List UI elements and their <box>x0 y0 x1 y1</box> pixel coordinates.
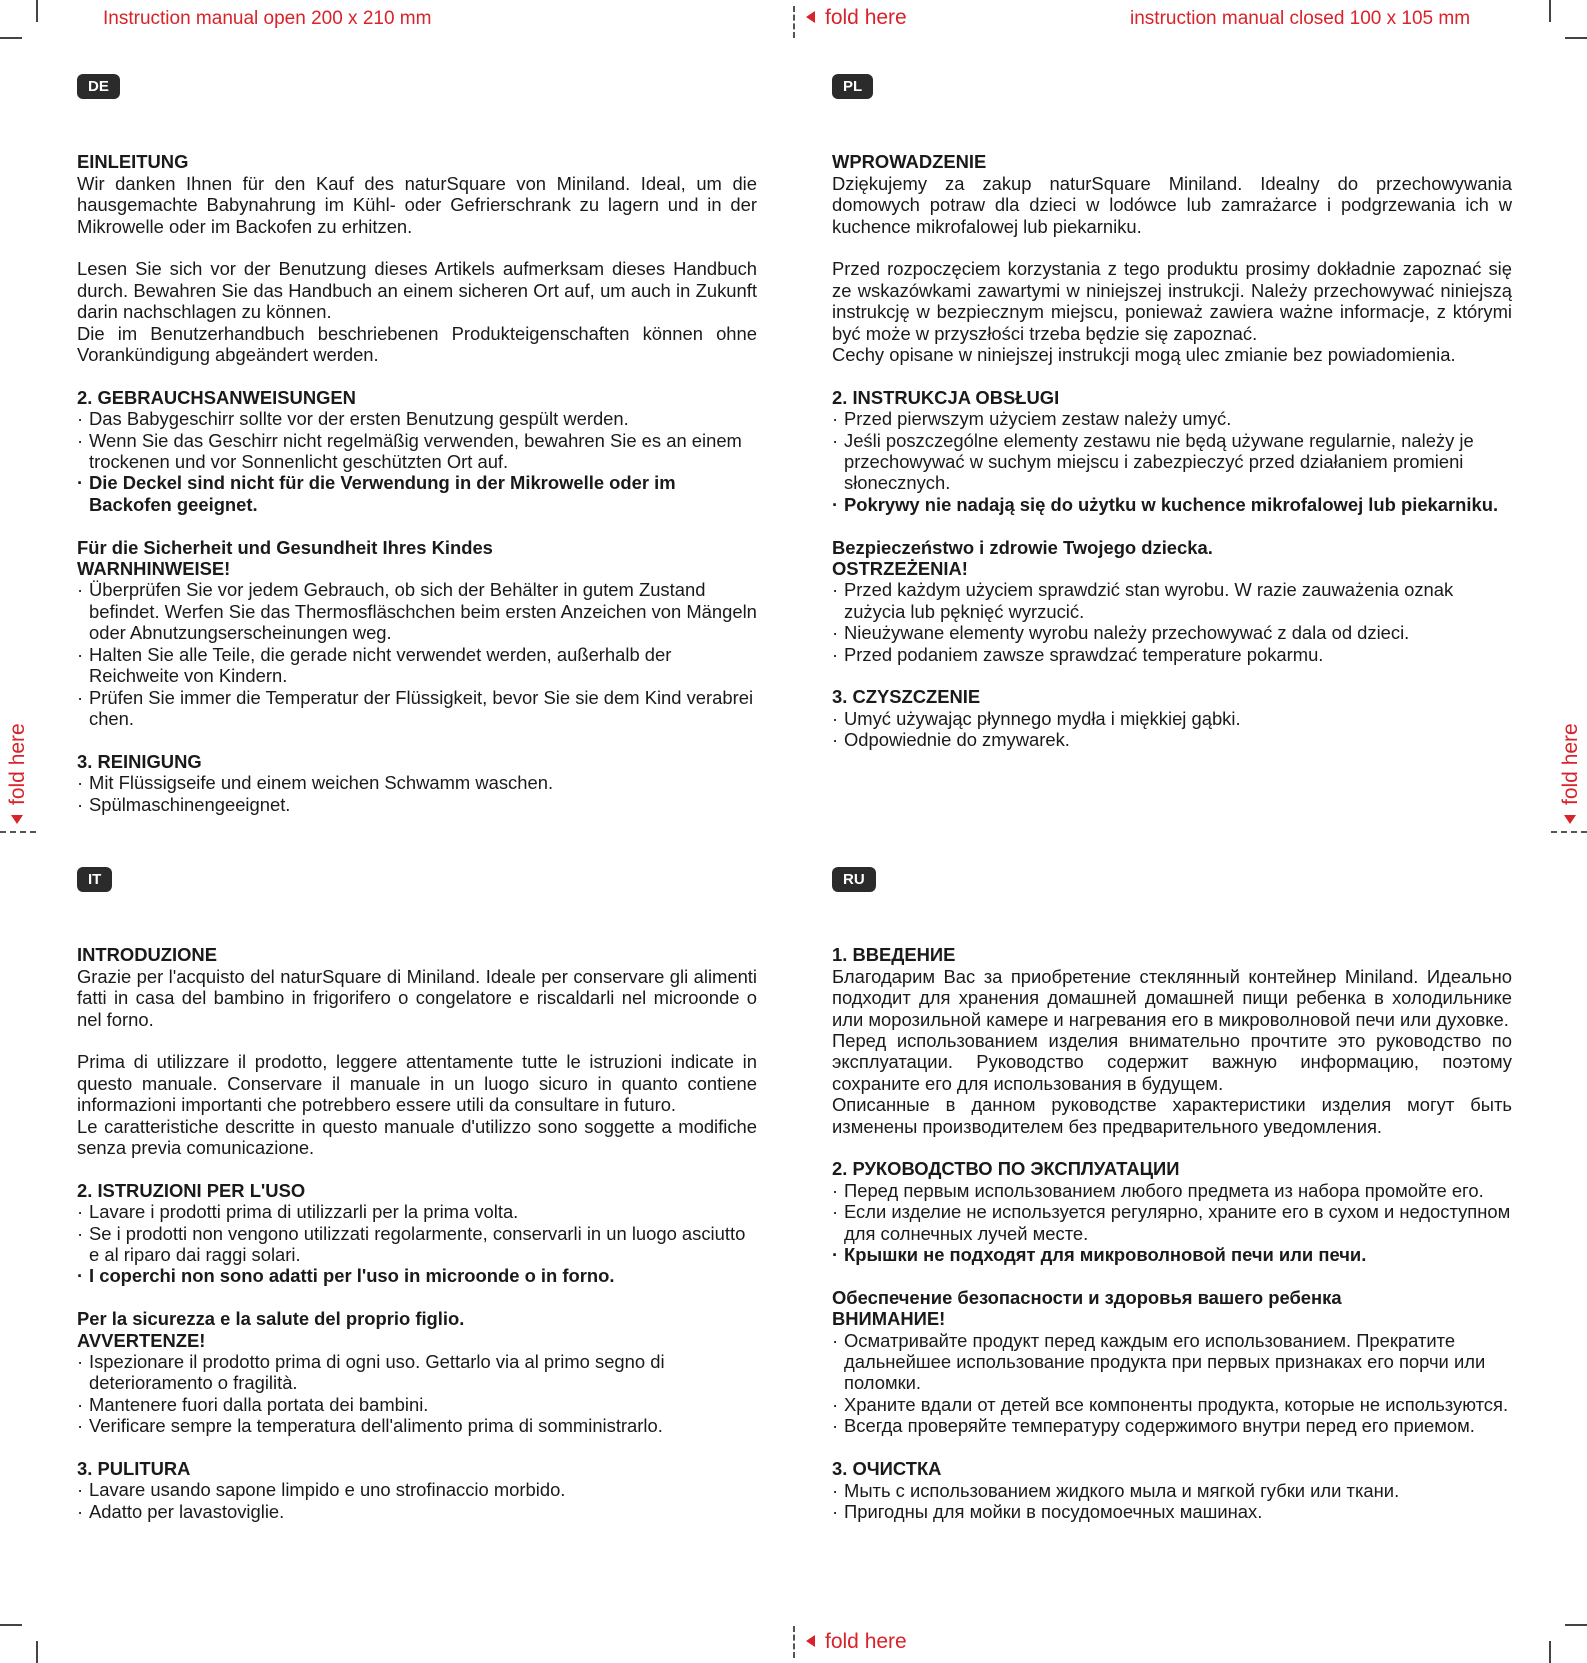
list-item: · Всегда проверяйте температуру содержимого внутри перед его приемом. <box>832 1415 1512 1436</box>
cleaning-heading: 3. REINIGUNG <box>77 750 202 772</box>
language-badge: PL <box>832 74 873 99</box>
intro-paragraph: Dziękujemy za zakup naturSquare Miniland. Idealny do przechowywania domowych potraw dla dzieci w lodówce lub zamrażarce i podgrzewania ich w kuchence mikrofalowej lub piekarniku. <box>832 172 1512 237</box>
list-item: · Überprüfen Sie vor jedem Gebrauch, ob sich der Behälter in gutem Zustand befindet. Werfen Sie das Thermosfläschchen beim ersten Anzeichen von Mängeln oder Abnutzungserscheinungen weg. <box>77 579 757 643</box>
arrow-left-icon <box>11 815 23 824</box>
intro-paragraph: Благодарим Вас за приобретение стеклянный контейнер Miniland. Идеально подходит для хранения домашней домашней пищи ребенка в холодильнике или морозильной камере и нагревания его в микроволновой печи или духовке. <box>832 965 1512 1030</box>
list-item: · Spülmaschinengeeignet. <box>77 794 757 815</box>
usage-list <box>77 1201 757 1287</box>
intro-paragraph: Die im Benutzerhandbuch beschriebenen Produkteigenschaften können ohne Vorankündigung abgeändert werden. <box>77 322 757 366</box>
intro-paragraph: Le caratteristiche descritte in questo manuale d'utilizzo sono soggette a modifiche senza previa comunicazione. <box>77 1115 757 1159</box>
section-de <box>77 74 757 815</box>
intro-heading: WPROWADZENIE <box>832 151 987 173</box>
crop-mark <box>1549 0 1551 22</box>
arrow-left-icon <box>806 11 815 23</box>
intro-paragraph: Grazie per l'acquisto del naturSquare di Miniland. Ideale per conservare gli alimenti fatti in casa del bambino in frigorifero o congelatore e riscaldarli nel microonde o nel forno. <box>77 965 757 1030</box>
section-pl <box>832 74 1512 751</box>
warning-list <box>832 1330 1512 1437</box>
intro-paragraph: Cechy opisane w niniejszej instrukcji mogą ulec zmianie bez powiadomienia. <box>832 344 1456 366</box>
cleaning-list <box>832 708 1512 751</box>
usage-heading: 2. INSTRUKCJA OBSŁUGI <box>832 386 1060 408</box>
cleaning-list <box>77 772 757 815</box>
usage-list <box>77 408 757 515</box>
safety-heading: Per la sicurezza e la salute del proprio figlio. <box>77 1308 465 1330</box>
fold-line <box>793 1626 795 1658</box>
usage-list <box>832 1180 1512 1266</box>
list-item: · Осматривайте продукт перед каждым его использованием. Прекратите дальнейшее использование продукта при первых признаках его порчи или поломки. <box>832 1330 1512 1394</box>
usage-heading: 2. GEBRAUCHSANWEISUNGEN <box>77 386 356 408</box>
warning-list <box>77 1351 757 1437</box>
fold-line <box>0 831 36 833</box>
arrow-left-icon <box>806 1635 815 1647</box>
safety-heading: Обеспечение безопасности и здоровья вашего ребенка <box>832 1286 1342 1308</box>
cleaning-heading: 3. PULITURA <box>77 1458 191 1480</box>
fold-here-top: fold here <box>806 6 907 30</box>
list-item: · Przed pierwszym użyciem zestaw należy umyć. <box>832 408 1512 429</box>
intro-paragraph: Описанные в данном руководстве характеристики изделия могут быть изменены производителем без предварительного уведомления. <box>832 1094 1512 1137</box>
warning-heading: WARNHINWEISE! <box>77 558 231 580</box>
list-item: · Adatto per lavastoviglie. <box>77 1501 757 1522</box>
closed-size-label: instruction manual closed 100 x 105 mm <box>1130 8 1471 29</box>
list-item: · Перед первым использованием любого предмета из набора промойте его. <box>832 1180 1512 1201</box>
section-it <box>77 867 757 1522</box>
section-ru <box>832 867 1512 1522</box>
list-item: · Das Babygeschirr sollte vor der ersten Benutzung gespült werden. <box>77 408 757 429</box>
warning-heading: AVVERTENZE! <box>77 1329 206 1351</box>
fold-line <box>1551 831 1587 833</box>
fold-here-bottom: fold here <box>806 1630 907 1654</box>
list-item: · Mit Flüssigseife und einem weichen Schwamm waschen. <box>77 772 757 793</box>
list-item: · Verificare sempre la temperatura dell'alimento prima di somministrarlo. <box>77 1415 757 1436</box>
open-size-label: Instruction manual open 200 x 210 mm <box>103 8 432 29</box>
intro-paragraph: Lesen Sie sich vor der Benutzung dieses Artikels aufmerksam dieses Handbuch durch. Bewahren Sie das Handbuch an einem sicheren Ort auf, um auch in Zukunft darin nachschlagen zu können. <box>77 258 757 323</box>
cleaning-heading: 3. CZYSZCZENIE <box>832 686 981 708</box>
language-badge: DE <box>77 74 120 99</box>
fold-here-right: fold here <box>1559 723 1583 824</box>
language-badge: RU <box>832 867 876 892</box>
warning-heading: OSTRZEŻENIA! <box>832 558 968 580</box>
language-badge: IT <box>77 867 112 892</box>
list-item: · Halten Sie alle Teile, die gerade nicht verwendet werden, außerhalb der Reichweite von Kindern. <box>77 644 757 687</box>
intro-paragraph: Wir danken Ihnen für den Kauf des naturSquare von Miniland. Ideal, um die hausgemachte Babynahrung im Kühl- oder Gefrierschrank zu lagern und in der Mikrowelle oder im Backofen zu erhitzen. <box>77 172 757 237</box>
crop-mark <box>0 37 22 39</box>
list-item: · Мыть с использованием жидкого мыла и мягкой губки или ткани. <box>832 1480 1512 1501</box>
cleaning-list <box>77 1479 757 1522</box>
list-item: · Храните вдали от детей все компоненты продукта, которые не используются. <box>832 1394 1512 1415</box>
list-item: · Lavare usando sapone limpido e uno strofinaccio morbido. <box>77 1479 757 1500</box>
list-item: · Ispezionare il prodotto prima di ogni uso. Gettarlo via al primo segno di deterioramento o fragilità. <box>77 1351 757 1394</box>
list-item: · Пригодны для мойки в посудомоечных машинах. <box>832 1501 1512 1522</box>
list-item: · Se i prodotti non vengono utilizzati regolarmente, conservarli in un luogo asciutto e al riparo dai raggi solari. <box>77 1223 757 1266</box>
list-item: · Odpowiednie do zmywarek. <box>832 729 1512 750</box>
list-item: · Lavare i prodotti prima di utilizzarli per la prima volta. <box>77 1201 757 1222</box>
intro-paragraph: Prima di utilizzare il prodotto, leggere attentamente tutte le istruzioni indicate in questo manuale. Conservare il manuale in un luogo sicuro in quanto contiene informazioni importanti che potrebbero essere utili da consultare in futuro. <box>77 1051 757 1116</box>
list-item: · Die Deckel sind nicht für die Verwendung in der Mikrowelle oder im Backofen geeignet. <box>77 472 757 515</box>
safety-heading: Für die Sicherheit und Gesundheit Ihres Kindes <box>77 536 493 558</box>
list-item: · I coperchi non sono adatti per l'uso in microonde o in forno. <box>77 1265 757 1286</box>
list-item: · Prüfen Sie immer die Temperatur der Flüssigkeit, bevor Sie sie dem Kind verabrei chen. <box>77 687 757 730</box>
cleaning-list <box>832 1480 1512 1523</box>
fold-line <box>793 6 795 38</box>
intro-heading: INTRODUZIONE <box>77 944 217 966</box>
crop-mark <box>0 1624 22 1626</box>
list-item: · Крышки не подходят для микроволновой печи или печи. <box>832 1244 1512 1265</box>
usage-heading: 2. ISTRUZIONI PER L'USO <box>77 1179 306 1201</box>
list-item: · Przed podaniem zawsze sprawdzać temperature pokarmu. <box>832 644 1512 665</box>
crop-mark <box>1549 1641 1551 1663</box>
intro-paragraph: Przed rozpoczęciem korzystania z tego produktu prosimy dokładnie zapoznać się ze wskazówkami zawartymi w niniejszej instrukcji. Należy przechowywać niniejszą instrukcję w bezpiecznym miejscu, ponieważ zawiera ważne informacje, z którymi być może w przyszłości trzeba będzie się zapoznać. <box>832 258 1512 344</box>
crop-mark <box>1565 37 1587 39</box>
crop-mark <box>1565 1624 1587 1626</box>
cleaning-heading: 3. ОЧИСТКА <box>832 1458 942 1480</box>
list-item: · Nieużywane elementy wyrobu należy przechowywać z dala od dzieci. <box>832 622 1512 643</box>
fold-here-left: fold here <box>6 723 30 824</box>
crop-mark <box>36 0 38 22</box>
warning-heading: ВНИМАНИЕ! <box>832 1308 946 1330</box>
crop-mark <box>36 1641 38 1663</box>
safety-heading: Bezpieczeństwo i zdrowie Twojego dziecka. <box>832 536 1213 558</box>
intro-heading: EINLEITUNG <box>77 151 189 173</box>
usage-list <box>832 408 1512 515</box>
list-item: · Mantenere fuori dalla portata dei bambini. <box>77 1394 757 1415</box>
list-item: · Jeśli poszczególne elementy zestawu nie będą używane regularnie, należy je przechowywać w suchym miejscu i zabezpieczyć przed działaniem promieni słonecznych. <box>832 430 1512 494</box>
list-item: · Pokrywy nie nadają się do użytku w kuchence mikrofalowej lub piekarniku. <box>832 494 1512 515</box>
arrow-left-icon <box>1564 815 1576 824</box>
list-item: · Wenn Sie das Geschirr nicht regelmäßig verwenden, bewahren Sie es an einem trockenen und vor Sonnenlicht geschützten Ort auf. <box>77 430 757 473</box>
intro-paragraph: Перед использованием изделия внимательно прочтите это руководство по эксплуатации. Руководство содержит важную информацию, поэтому сохраните его для использования в будущем. <box>832 1030 1512 1094</box>
list-item: · Przed każdym użyciem sprawdzić stan wyrobu. W razie zauważenia oznak zużycia lub pęknięć wyrzucić. <box>832 579 1512 622</box>
usage-heading: 2. РУКОВОДСТВО ПО ЭКСПЛУАТАЦИИ <box>832 1158 1180 1180</box>
list-item: · Если изделие не используется регулярно, храните его в сухом и недоступном для солнечных лучей месте. <box>832 1201 1512 1244</box>
warning-list <box>77 579 757 729</box>
list-item: · Umyć używając płynnego mydła i miękkiej gąbki. <box>832 708 1512 729</box>
intro-heading: 1. ВВЕДЕНИЕ <box>832 944 956 966</box>
warning-list <box>832 579 1512 665</box>
